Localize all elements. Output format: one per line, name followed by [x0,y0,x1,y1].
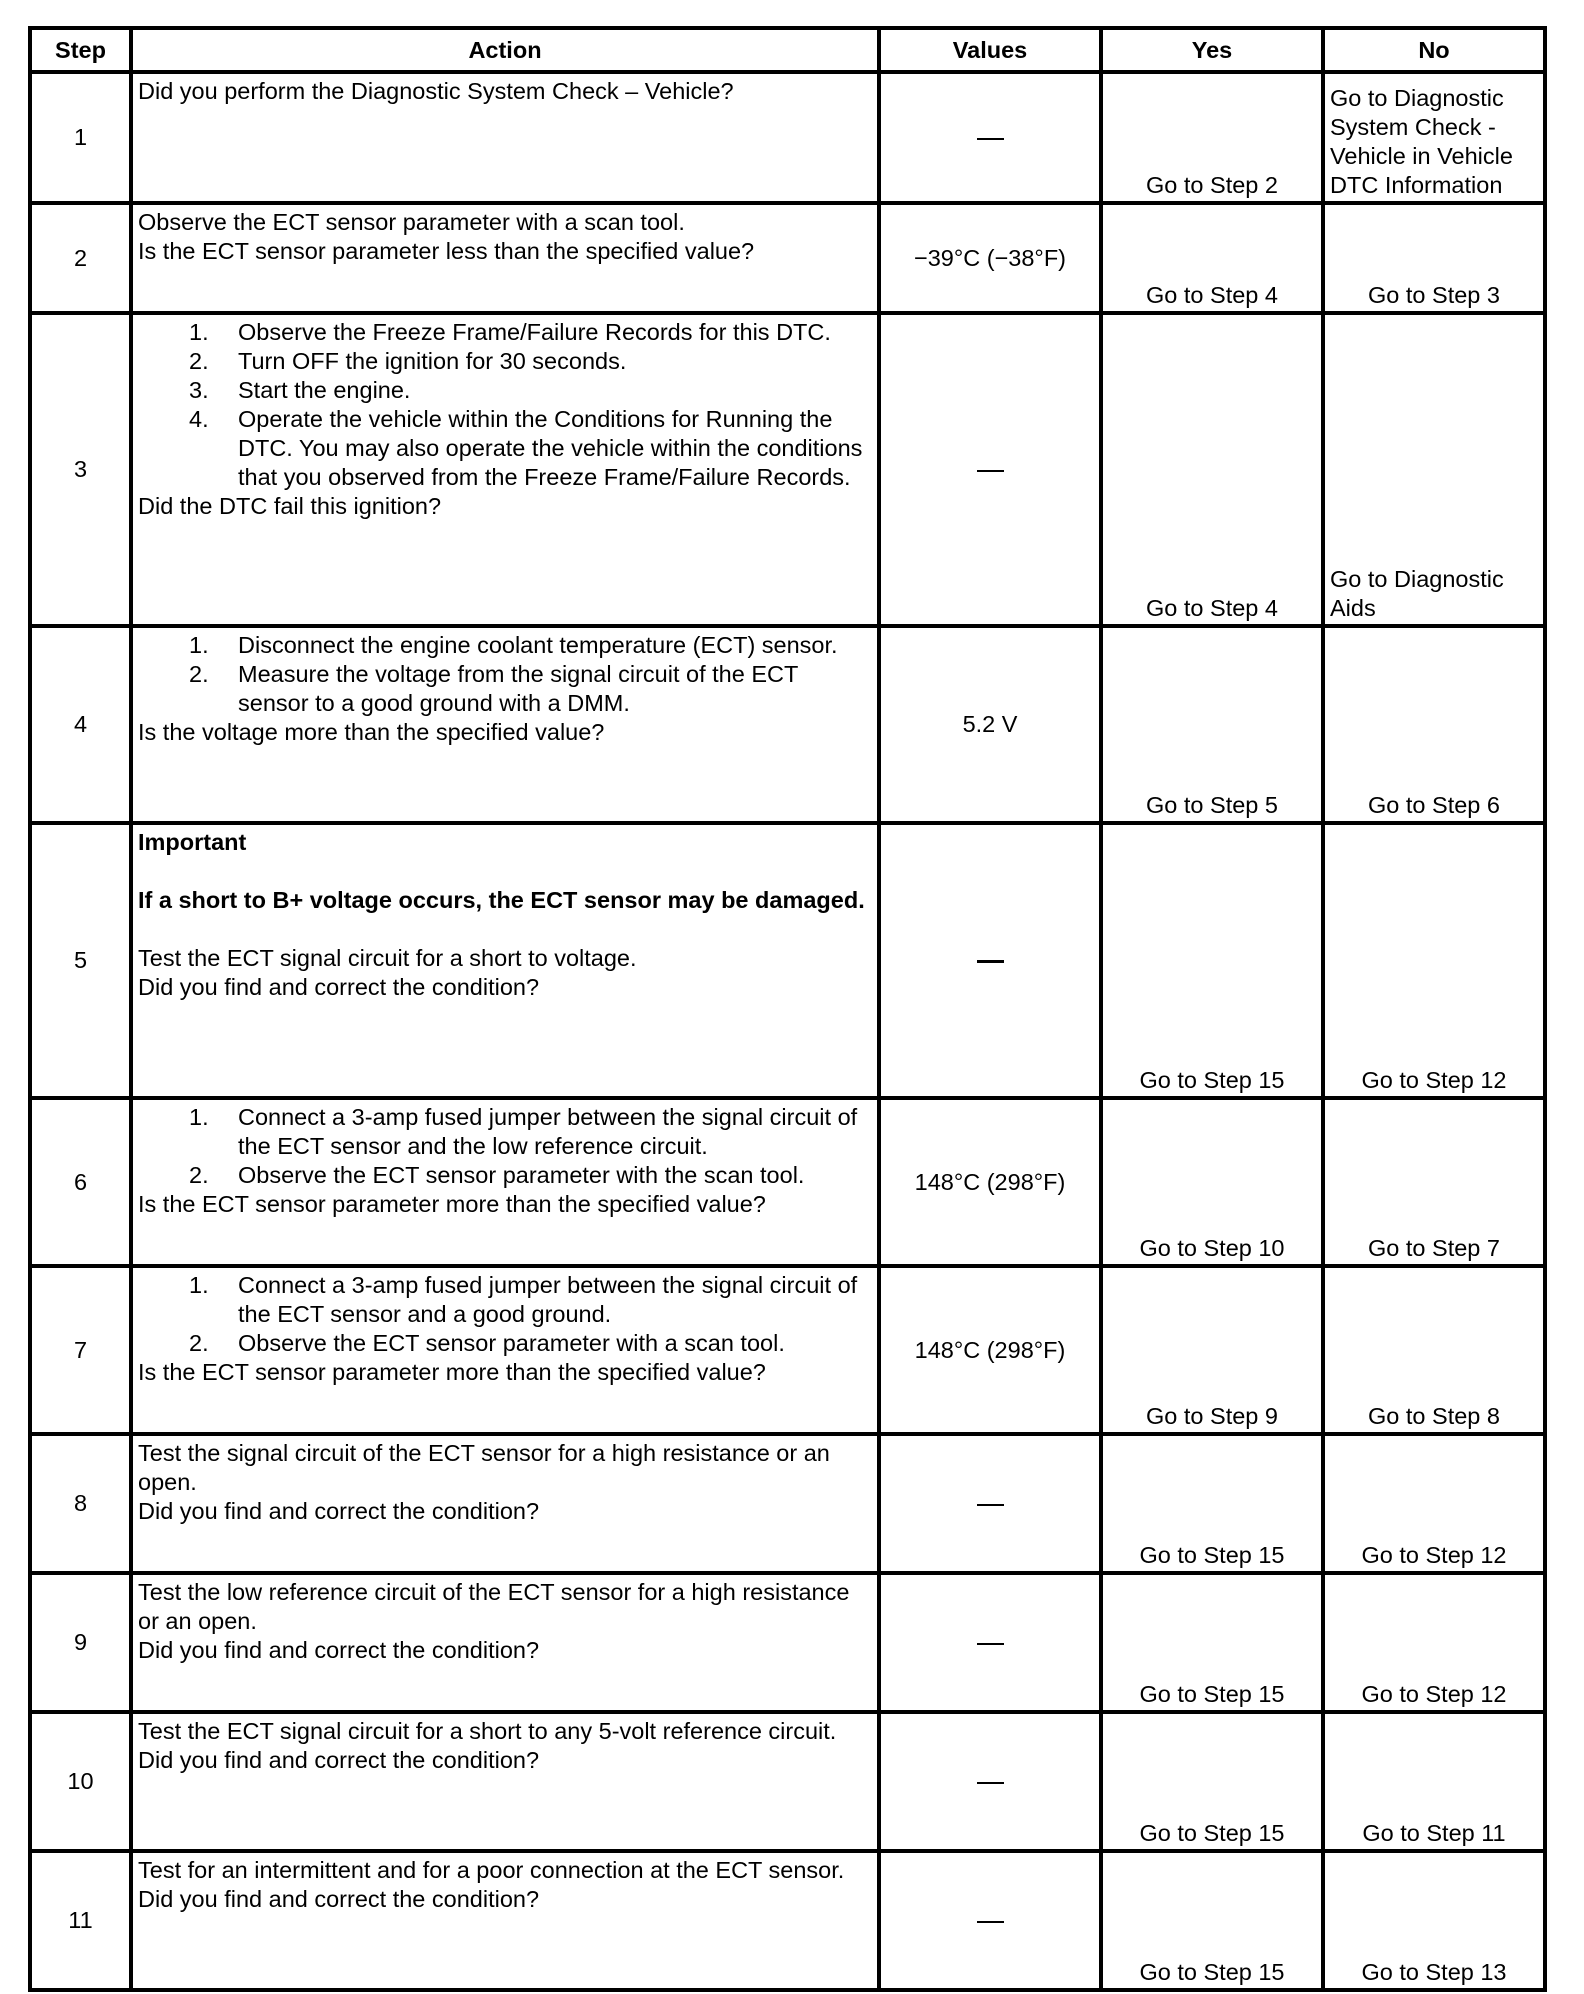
step-number: 3 [30,313,131,626]
yes-target: Go to Step 9 [1146,1403,1278,1429]
yes-target: Go to Step 4 [1146,282,1278,308]
step-number: 8 [30,1434,131,1573]
no-target: Go to Diagnostic System Check - Vehicle in Vehicle DTC Information [1330,85,1513,198]
action-cell [131,626,879,823]
step-number: 10 [30,1712,131,1851]
value-cell [879,1851,1101,1990]
no-target: Go to Step 11 [1362,1820,1506,1846]
action-question: Did you find and correct the condition? [138,1637,540,1663]
action-cell [131,1266,879,1434]
yes-cell [1101,1266,1323,1434]
list-item: 1. Observe the Freeze Frame/Failure Records for this DTC. [189,319,831,345]
table-row [30,823,1545,1098]
yes-target: Go to Step 10 [1139,1235,1285,1261]
no-target: Go to Step 7 [1368,1235,1500,1261]
no-target: Go to Step 12 [1361,1681,1507,1707]
yes-target: Go to Step 4 [1146,595,1278,621]
action-cell [131,1573,879,1712]
no-target: Go to Step 8 [1368,1403,1500,1429]
header-action: Action [131,28,879,72]
em-dash [977,1921,1004,1923]
value-cell [879,72,1101,203]
action-text: Did you perform the Diagnostic System Check – Vehicle? [138,78,734,104]
no-target: Go to Step 12 [1361,1542,1507,1568]
value-cell [879,1573,1101,1712]
action-question: Is the voltage more than the specified value? [138,719,605,745]
value-cell [879,823,1101,1098]
action-text: Test the low reference circuit of the ECT sensor for a high resistance or an open. [138,1579,850,1634]
action-question: Did you find and correct the condition? [138,1498,540,1524]
em-dash [977,1643,1004,1645]
header-no: No [1323,28,1545,72]
value-cell [879,1434,1101,1573]
action-cell [131,313,879,626]
action-text: Observe the ECT sensor parameter with a scan tool. [138,209,685,235]
action-cell [131,1098,879,1266]
action-steps [138,1271,873,1358]
action-cell [131,1851,879,1990]
table-row [30,313,1545,626]
action-cell [131,1434,879,1573]
yes-cell [1101,203,1323,313]
diagnostic-table [28,26,1547,1992]
list-item: 1. Connect a 3-amp fused jumper between the signal circuit of the ECT sensor and the low reference circuit. [189,1104,858,1159]
action-question: Is the ECT sensor parameter more than the specified value? [138,1191,766,1217]
step-number: 7 [30,1266,131,1434]
step-number: 5 [30,823,131,1098]
em-dash [977,470,1004,472]
em-dash [977,138,1004,140]
step-number: 11 [30,1851,131,1990]
action-text: Test the ECT signal circuit for a short to voltage. [138,945,637,971]
em-dash [977,960,1004,963]
no-cell [1323,72,1545,203]
yes-target: Go to Step 5 [1146,792,1278,818]
header-values: Values [879,28,1101,72]
important-heading: Important [138,829,247,855]
list-item: 2. Measure the voltage from the signal circuit of the ECT sensor to a good ground with a DMM. [189,661,798,716]
yes-target: Go to Step 15 [1139,1820,1285,1846]
step-number: 2 [30,203,131,313]
list-item: 1. Disconnect the engine coolant temperature (ECT) sensor. [189,632,838,658]
step-number: 9 [30,1573,131,1712]
table-row [30,72,1545,203]
yes-target: Go to Step 15 [1139,1542,1285,1568]
no-target: Go to Step 13 [1361,1959,1507,1985]
yes-cell [1101,823,1323,1098]
action-text: Test for an intermittent and for a poor connection at the ECT sensor. [138,1857,845,1883]
action-steps [138,1103,873,1190]
table-row [30,203,1545,313]
yes-target: Go to Step 15 [1139,1067,1285,1093]
no-cell [1323,1851,1545,1990]
no-target: Go to Diagnostic Aids [1330,566,1504,621]
em-dash [977,1782,1004,1784]
no-cell [1323,1573,1545,1712]
no-target: Go to Step 6 [1368,792,1500,818]
table-row [30,626,1545,823]
list-item: 4. Operate the vehicle within the Conditions for Running the DTC. You may also operate the vehicle within the conditions that you observed from the Freeze Frame/Failure Records. [189,406,863,490]
important-note: If a short to B+ voltage occurs, the ECT sensor may be damaged. [138,887,865,913]
list-item: 3. Start the engine. [189,377,411,403]
no-cell [1323,626,1545,823]
no-cell [1323,1434,1545,1573]
action-question: Did you find and correct the condition? [138,1747,540,1773]
em-dash [977,1504,1004,1506]
list-item: 2. Turn OFF the ignition for 30 seconds. [189,348,627,374]
header-row [30,28,1545,72]
no-cell [1323,203,1545,313]
yes-cell [1101,1712,1323,1851]
action-steps [138,631,873,718]
action-cell [131,1712,879,1851]
yes-target: Go to Step 15 [1139,1959,1285,1985]
header-step: Step [30,28,131,72]
no-target: Go to Step 3 [1368,282,1500,308]
yes-cell [1101,1851,1323,1990]
no-cell [1323,1266,1545,1434]
action-cell [131,72,879,203]
yes-cell [1101,1573,1323,1712]
list-item: 2. Observe the ECT sensor parameter with a scan tool. [189,1330,785,1356]
action-question: Is the ECT sensor parameter less than the specified value? [138,238,755,264]
value-cell: 5.2 V [879,626,1101,823]
action-question: Did you find and correct the condition? [138,1886,540,1912]
action-text: Test the signal circuit of the ECT sensor for a high resistance or an open. [138,1440,830,1495]
table-row [30,1851,1545,1990]
yes-cell [1101,313,1323,626]
action-steps [138,318,873,492]
table-row [30,1573,1545,1712]
no-cell [1323,1712,1545,1851]
no-target: Go to Step 12 [1361,1067,1507,1093]
step-number: 6 [30,1098,131,1266]
no-cell [1323,1098,1545,1266]
no-cell [1323,823,1545,1098]
table-row [30,1434,1545,1573]
step-number: 4 [30,626,131,823]
yes-target: Go to Step 2 [1146,172,1278,198]
table-row [30,1712,1545,1851]
yes-cell [1101,72,1323,203]
header-yes: Yes [1101,28,1323,72]
yes-cell [1101,626,1323,823]
no-cell [1323,313,1545,626]
action-question: Did you find and correct the condition? [138,974,540,1000]
step-number: 1 [30,72,131,203]
action-cell [131,823,879,1098]
list-item: 1. Connect a 3-amp fused jumper between the signal circuit of the ECT sensor and a good ground. [189,1272,858,1327]
action-question: Did the DTC fail this ignition? [138,493,442,519]
yes-cell [1101,1098,1323,1266]
value-cell: 148°C (298°F) [879,1098,1101,1266]
action-cell [131,203,879,313]
value-cell [879,1712,1101,1851]
yes-target: Go to Step 15 [1139,1681,1285,1707]
table-row [30,1098,1545,1266]
list-item: 2. Observe the ECT sensor parameter with the scan tool. [189,1162,805,1188]
value-cell [879,313,1101,626]
value-cell: −39°C (−38°F) [879,203,1101,313]
yes-cell [1101,1434,1323,1573]
action-text: Test the ECT signal circuit for a short to any 5-volt reference circuit. [138,1718,837,1744]
table-row [30,1266,1545,1434]
value-cell: 148°C (298°F) [879,1266,1101,1434]
action-question: Is the ECT sensor parameter more than the specified value? [138,1359,766,1385]
